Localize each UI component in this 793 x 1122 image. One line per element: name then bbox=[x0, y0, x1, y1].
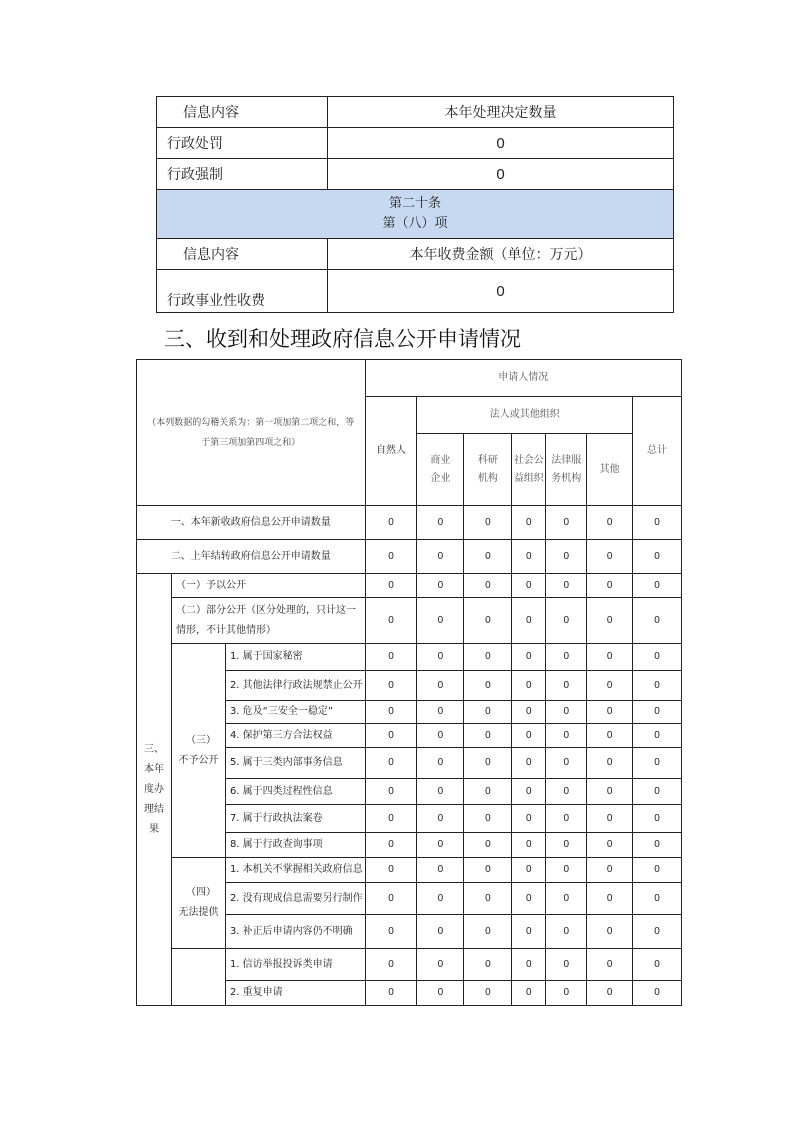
cell-value: 0 bbox=[365, 915, 417, 949]
cell-value: 0 bbox=[417, 540, 464, 574]
cell-value: 0 bbox=[546, 574, 587, 598]
cell-value: 0 bbox=[587, 506, 633, 540]
cell-value: 0 bbox=[464, 671, 512, 701]
section-heading: 三、收到和处理政府信息公开申请情况 bbox=[164, 327, 521, 351]
cell-value: 0 bbox=[417, 858, 464, 883]
cell-value: 0 bbox=[546, 949, 587, 981]
cell-value: 0 bbox=[633, 915, 682, 949]
cell-value: 0 bbox=[417, 883, 464, 915]
cell-value: 0 bbox=[417, 805, 464, 833]
cell-value: 0 bbox=[587, 574, 633, 598]
cell-value: 0 bbox=[512, 644, 546, 671]
cell-value: 0 bbox=[464, 779, 512, 805]
cell-value: 0 bbox=[464, 598, 512, 644]
cell-value: 0 bbox=[365, 833, 417, 858]
cell-value: 0 bbox=[417, 915, 464, 949]
cell-value: 0 bbox=[512, 805, 546, 833]
cell-value: 0 bbox=[365, 981, 417, 1006]
cell-value: 0 bbox=[546, 598, 587, 644]
cell-value: 0 bbox=[587, 833, 633, 858]
cell-value: 0 bbox=[633, 506, 682, 540]
cell-value: 0 bbox=[633, 883, 682, 915]
row-public-label: （一）予以公开 bbox=[171, 574, 365, 598]
section-line: 第（八）项 bbox=[382, 216, 448, 231]
cell-value: 0 bbox=[464, 644, 512, 671]
row-label: 6. 属于四类过程性信息 bbox=[225, 779, 365, 805]
col-total: 总计 bbox=[633, 397, 682, 506]
cell-value: 0 bbox=[464, 540, 512, 574]
cell-value: 0 bbox=[512, 671, 546, 701]
row-label: 3. 补正后申请内容仍不明确 bbox=[225, 915, 365, 949]
cell-value: 0 bbox=[512, 981, 546, 1006]
row-label: 7. 属于行政执法案卷 bbox=[225, 805, 365, 833]
cell-value: 0 bbox=[633, 574, 682, 598]
section-header bbox=[157, 190, 674, 239]
cell-value: 0 bbox=[464, 858, 512, 883]
row-label: 行政强制 bbox=[157, 159, 328, 190]
col-natural-person: 自然人 bbox=[365, 397, 417, 506]
cell-value: 0 bbox=[546, 644, 587, 671]
cell-value: 0 bbox=[365, 858, 417, 883]
cell-value: 0 bbox=[365, 748, 417, 779]
cell-value: 0 bbox=[633, 724, 682, 748]
cell-value: 0 bbox=[587, 748, 633, 779]
row-partial-label: （二）部分公开（区分处理的，只计这一情形，不计其他情形） bbox=[171, 598, 365, 644]
row-new-label: 一、本年新收政府信息公开申请数量 bbox=[137, 506, 366, 540]
cell-value: 0 bbox=[512, 833, 546, 858]
cell-value: 0 bbox=[464, 724, 512, 748]
col-research: 科研机构 bbox=[464, 434, 512, 506]
cell-value: 0 bbox=[587, 779, 633, 805]
cell-value: 0 bbox=[512, 598, 546, 644]
applicant-header: 申请人情况 bbox=[365, 360, 681, 397]
cell-value: 0 bbox=[546, 506, 587, 540]
cell-value: 0 bbox=[512, 724, 546, 748]
row-label: 2. 其他法律行政法规禁止公开 bbox=[225, 671, 365, 701]
cell-value: 0 bbox=[365, 805, 417, 833]
cell-value: 0 bbox=[417, 701, 464, 724]
cell-value: 0 bbox=[464, 574, 512, 598]
cell-value: 0 bbox=[546, 915, 587, 949]
cell-value: 0 bbox=[546, 883, 587, 915]
cell-value: 0 bbox=[464, 748, 512, 779]
row-label: 2. 重复申请 bbox=[225, 981, 365, 1006]
note-cell: （本列数据的勾稽关系为：第一项加第二项之和，等于第三项加第四项之和） bbox=[137, 360, 366, 506]
cell-value: 0 bbox=[546, 724, 587, 748]
decision-table bbox=[156, 96, 674, 313]
row-label: 行政事业性收费 bbox=[157, 270, 328, 313]
cell-value: 0 bbox=[417, 981, 464, 1006]
cell-value: 0 bbox=[417, 724, 464, 748]
cell-value: 0 bbox=[417, 644, 464, 671]
cell-value: 0 bbox=[464, 833, 512, 858]
cell-value: 0 bbox=[417, 671, 464, 701]
cell-value: 0 bbox=[546, 805, 587, 833]
cell-value: 0 bbox=[633, 671, 682, 701]
cell-value: 0 bbox=[546, 833, 587, 858]
cell-value: 0 bbox=[546, 701, 587, 724]
cell-value: 0 bbox=[633, 949, 682, 981]
cell-value: 0 bbox=[464, 883, 512, 915]
cell-value: 0 bbox=[587, 701, 633, 724]
cell-value: 0 bbox=[365, 506, 417, 540]
col-social: 社会公益组织 bbox=[512, 434, 546, 506]
cell-value: 0 bbox=[417, 748, 464, 779]
cell-value: 0 bbox=[365, 724, 417, 748]
cell-value: 0 bbox=[365, 540, 417, 574]
cell-value: 0 bbox=[365, 949, 417, 981]
row-label: 4. 保护第三方合法权益 bbox=[225, 724, 365, 748]
group-cannot-provide-label: （四） 无法提供 bbox=[171, 858, 225, 949]
cell-value: 0 bbox=[365, 574, 417, 598]
group-not-public-label: （三） 不予公开 bbox=[171, 644, 225, 858]
row-label: 1. 本机关不掌握相关政府信息 bbox=[225, 858, 365, 883]
cell-value: 0 bbox=[587, 981, 633, 1006]
header-label: 信息内容 bbox=[157, 239, 328, 270]
row-label: 1. 信访举报投诉类申请 bbox=[225, 949, 365, 981]
row-label: 3. 危及“三安全一稳定” bbox=[225, 701, 365, 724]
cell-value: 0 bbox=[587, 598, 633, 644]
cell-value: 0 bbox=[512, 701, 546, 724]
cell-value: 0 bbox=[587, 805, 633, 833]
cell-value: 0 bbox=[512, 883, 546, 915]
row-value: 0 bbox=[328, 270, 674, 313]
cell-value: 0 bbox=[587, 724, 633, 748]
cell-value: 0 bbox=[633, 858, 682, 883]
cell-value: 0 bbox=[546, 748, 587, 779]
cell-value: 0 bbox=[633, 805, 682, 833]
col-legal: 法律服务机构 bbox=[546, 434, 587, 506]
cell-value: 0 bbox=[464, 701, 512, 724]
header-value: 本年处理决定数量 bbox=[328, 97, 674, 128]
cell-value: 0 bbox=[464, 949, 512, 981]
row-value: 0 bbox=[328, 159, 674, 190]
cell-value: 0 bbox=[546, 981, 587, 1006]
cell-value: 0 bbox=[587, 540, 633, 574]
cell-value: 0 bbox=[633, 833, 682, 858]
cell-value: 0 bbox=[464, 506, 512, 540]
cell-value: 0 bbox=[633, 748, 682, 779]
col-other: 其他 bbox=[587, 434, 633, 506]
cell-value: 0 bbox=[546, 540, 587, 574]
cell-value: 0 bbox=[633, 598, 682, 644]
application-table bbox=[136, 359, 682, 1006]
cell-value: 0 bbox=[464, 805, 512, 833]
cell-value: 0 bbox=[365, 883, 417, 915]
cell-value: 0 bbox=[512, 949, 546, 981]
cell-value: 0 bbox=[633, 540, 682, 574]
cell-value: 0 bbox=[365, 644, 417, 671]
cell-value: 0 bbox=[464, 981, 512, 1006]
cell-value: 0 bbox=[512, 574, 546, 598]
cell-value: 0 bbox=[546, 671, 587, 701]
cell-value: 0 bbox=[633, 779, 682, 805]
cell-value: 0 bbox=[587, 858, 633, 883]
cell-value: 0 bbox=[512, 748, 546, 779]
group-results-label: 三、本年度办理结果 bbox=[137, 574, 172, 1006]
cell-value: 0 bbox=[546, 858, 587, 883]
row-label: 5. 属于三类内部事务信息 bbox=[225, 748, 365, 779]
cell-value: 0 bbox=[512, 540, 546, 574]
group-other-label bbox=[171, 949, 225, 1006]
cell-value: 0 bbox=[587, 915, 633, 949]
cell-value: 0 bbox=[417, 833, 464, 858]
row-value: 0 bbox=[328, 128, 674, 159]
cell-value: 0 bbox=[417, 574, 464, 598]
cell-value: 0 bbox=[512, 915, 546, 949]
cell-value: 0 bbox=[633, 981, 682, 1006]
col-business: 商业企业 bbox=[417, 434, 464, 506]
cell-value: 0 bbox=[587, 949, 633, 981]
cell-value: 0 bbox=[633, 644, 682, 671]
cell-value: 0 bbox=[417, 779, 464, 805]
section-line: 第二十条 bbox=[388, 196, 441, 211]
cell-value: 0 bbox=[587, 883, 633, 915]
cell-value: 0 bbox=[512, 506, 546, 540]
cell-value: 0 bbox=[417, 949, 464, 981]
row-label: 1. 属于国家秘密 bbox=[225, 644, 365, 671]
cell-value: 0 bbox=[365, 671, 417, 701]
cell-value: 0 bbox=[365, 779, 417, 805]
row-carry-label: 二、上年结转政府信息公开申请数量 bbox=[137, 540, 366, 574]
row-label: 2. 没有现成信息需要另行制作 bbox=[225, 883, 365, 915]
cell-value: 0 bbox=[417, 506, 464, 540]
row-label: 8. 属于行政查询事项 bbox=[225, 833, 365, 858]
cell-value: 0 bbox=[417, 598, 464, 644]
header-value: 本年收费金额（单位：万元） bbox=[328, 239, 674, 270]
header-label: 信息内容 bbox=[157, 97, 328, 128]
row-label: 行政处罚 bbox=[157, 128, 328, 159]
cell-value: 0 bbox=[464, 915, 512, 949]
cell-value: 0 bbox=[633, 701, 682, 724]
legal-org-header: 法人或其他组织 bbox=[417, 397, 633, 434]
cell-value: 0 bbox=[546, 779, 587, 805]
cell-value: 0 bbox=[587, 671, 633, 701]
cell-value: 0 bbox=[512, 858, 546, 883]
cell-value: 0 bbox=[512, 779, 546, 805]
cell-value: 0 bbox=[365, 701, 417, 724]
cell-value: 0 bbox=[365, 598, 417, 644]
cell-value: 0 bbox=[587, 644, 633, 671]
